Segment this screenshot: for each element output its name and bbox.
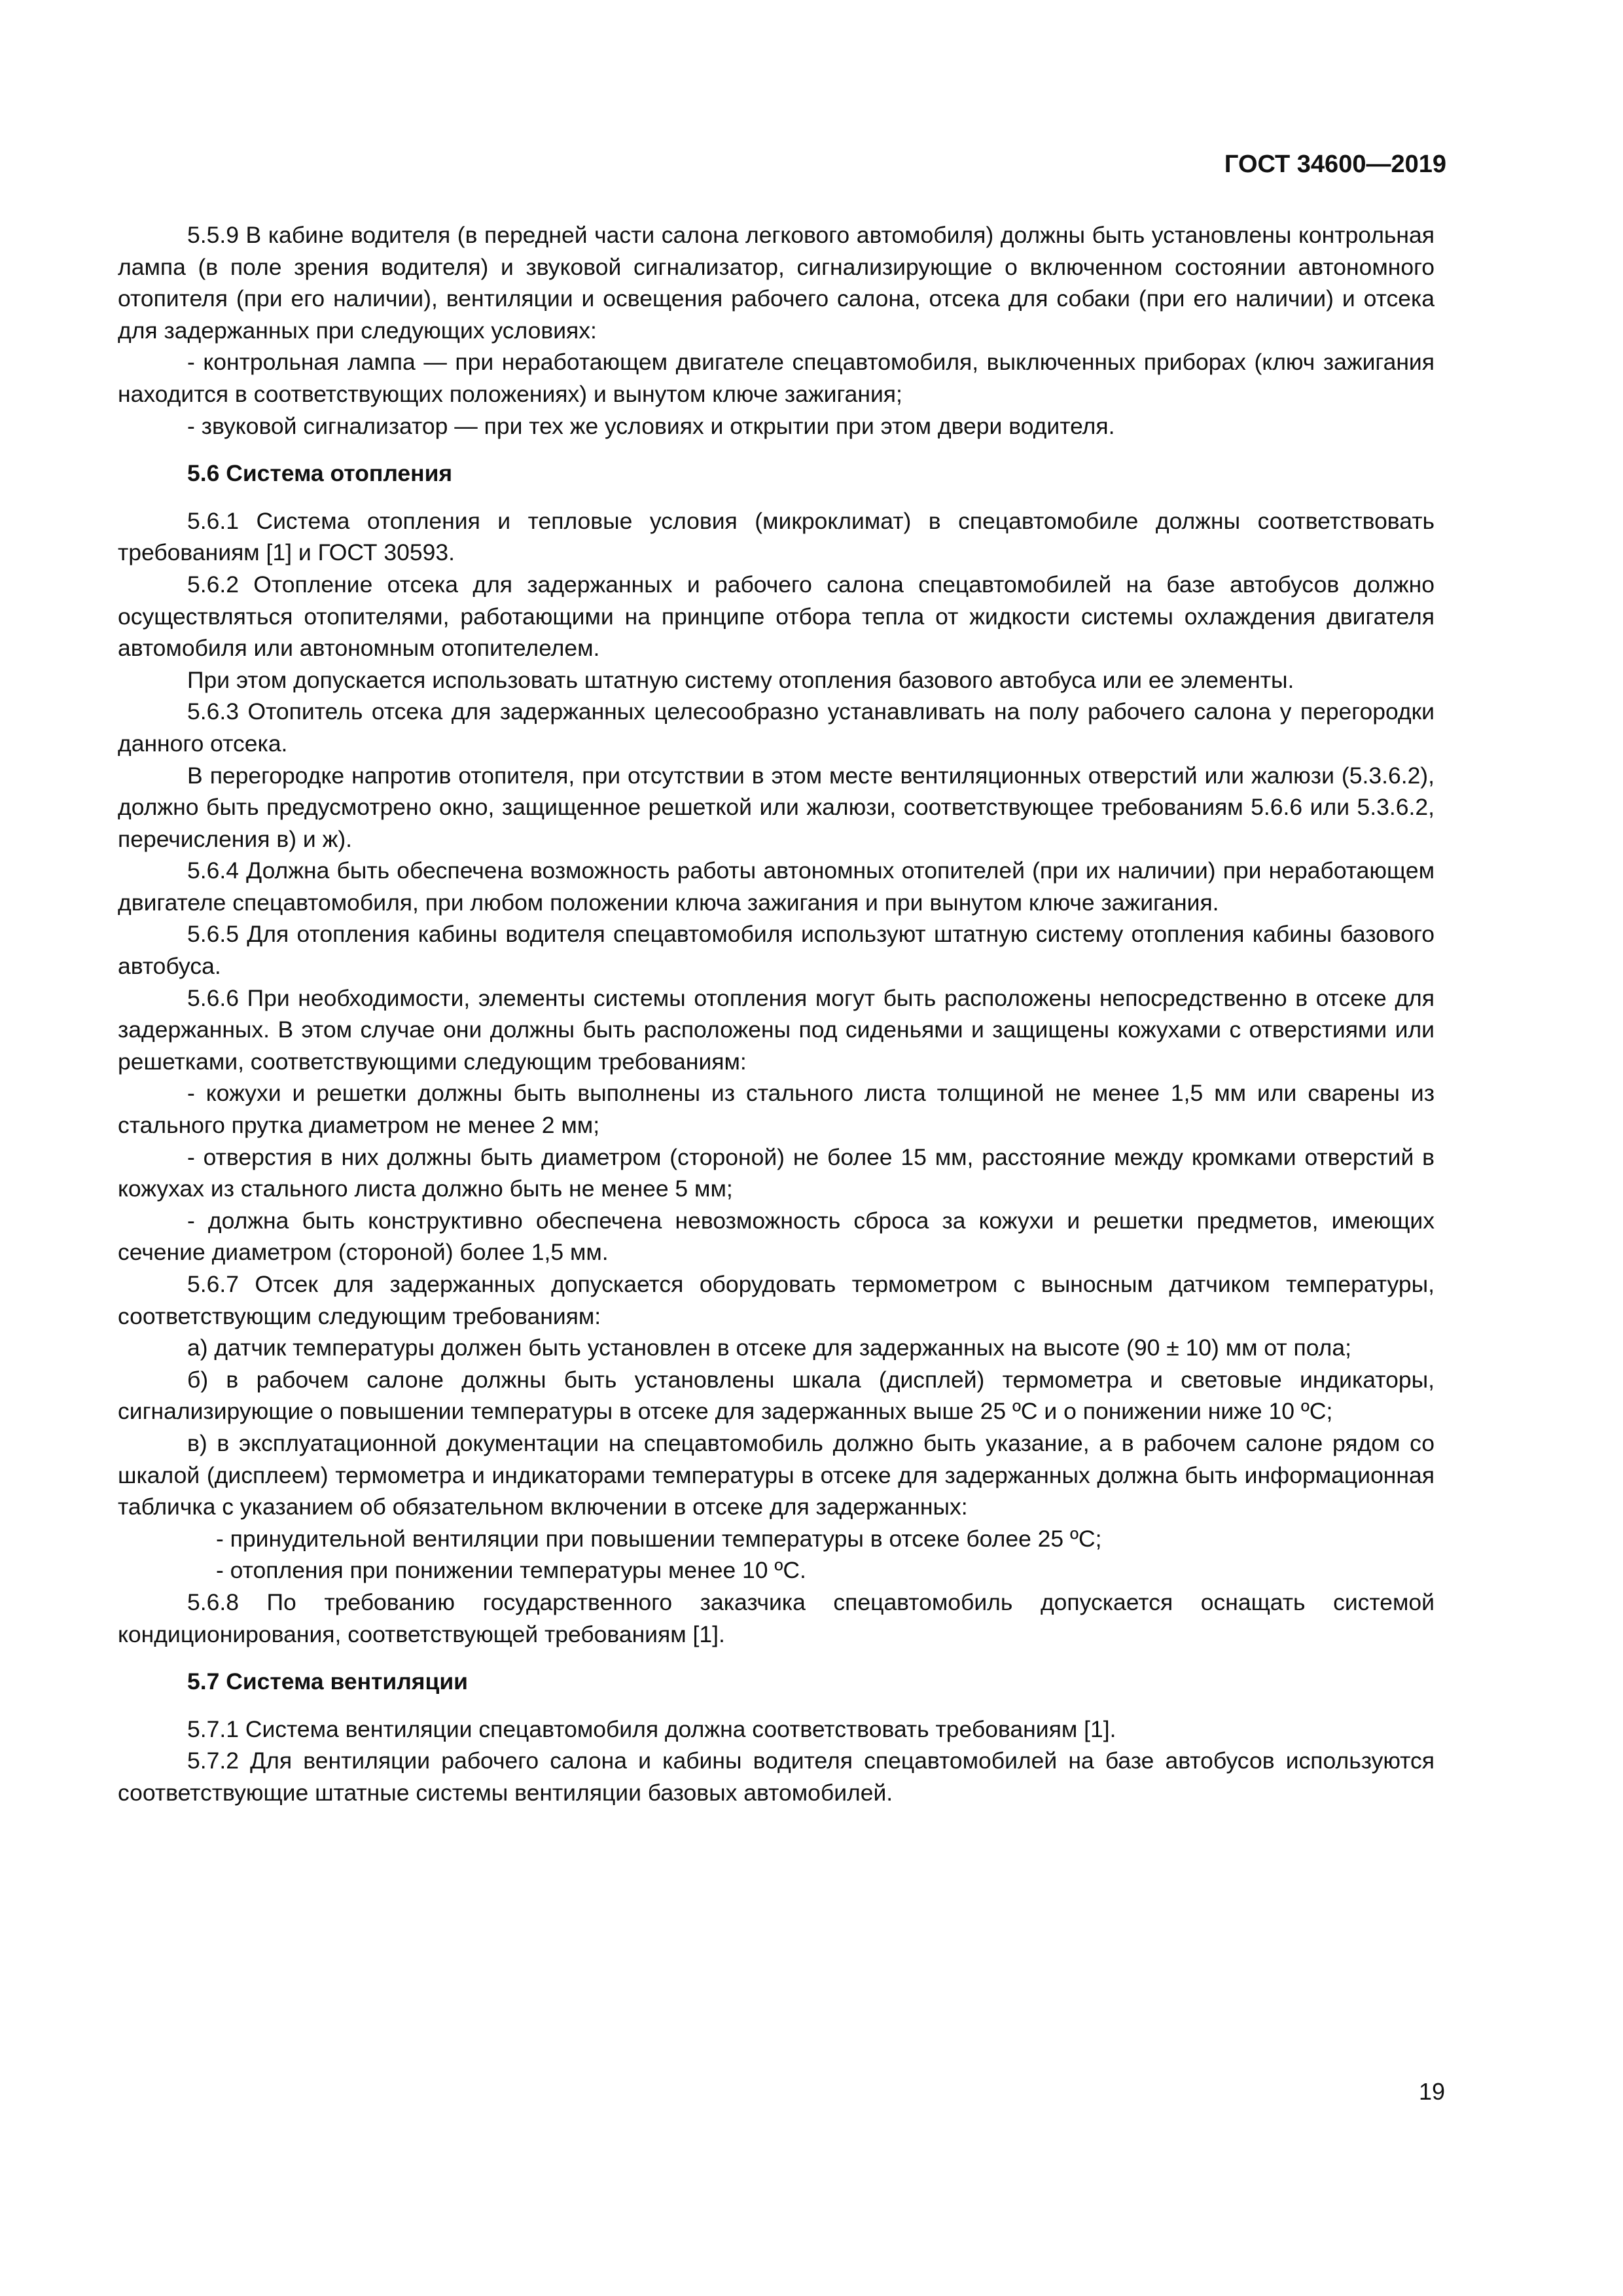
clause-5-5-9-item-signal: - звуковой сигнализатор — при тех же условиях и открытии при этом двери водителя. (187, 412, 1115, 439)
clause-5-6-1: 5.6.1 Система отопления и тепловые условия (микроклимат) в спецавтомобиле должны соответствовать требованиям [1] и ГОСТ 30593. (118, 507, 1435, 566)
clause-5-6-6: 5.6.6 При необходимости, элементы системы отопления могут быть расположены непосредственно в отсеке для задержанных. В этом случае они должны быть расположены под сиденьями и защищены кожухами с отверстиями или решетками, соответствующими следующим требованиям: (118, 984, 1435, 1075)
clause-5-6-6-item-a: - кожухи и решетки должны быть выполнены из стального листа толщиной не менее 1,5 мм или сварены из стального прутка диаметром не менее 2 мм; (118, 1080, 1435, 1139)
section-heading-5-7: 5.7 Система вентиляции (187, 1668, 468, 1695)
clause-5-6-4: 5.6.4 Должна быть обеспечена возможность работы автономных отопителей (при их наличии) при неработающем двигателе спецавтомобиля, при любом положении ключа зажигания и при вынутом ключе зажигания. (118, 857, 1435, 916)
clause-5-7-2: 5.7.2 Для вентиляции рабочего салона и кабины водителя спецавтомобилей на базе автобусов используются соответствующие штатные системы вентиляции базовых автомобилей. (118, 1748, 1435, 1806)
clause-5-7-1: 5.7.1 Система вентиляции спецавтомобиля должна соответствовать требованиям [1]. (187, 1715, 1116, 1742)
clause-5-6-3: 5.6.3 Отопитель отсека для задержанных целесообразно устанавливать на полу рабочего салона у перегородки данного отсека. (118, 698, 1435, 757)
page-number: 19 (1418, 2078, 1445, 2105)
clause-5-6-7-item-b: б) в рабочем салоне должны быть установлены шкала (дисплей) термометра и световые индикаторы, сигнализирующие о повышении температуры в отсеке для задержанных выше 25 ºС и о понижении ниже 10 ºС; (118, 1366, 1435, 1425)
clause-5-6-7-item-a: а) датчик температуры должен быть установлен в отсеке для задержанных на высоте (90 ± 10) мм от пола; (187, 1335, 1352, 1361)
document-body (118, 219, 1435, 1809)
clause-5-6-2: 5.6.2 Отопление отсека для задержанных и рабочего салона спецавтомобилей на базе автобусов должно осуществляться отопителями, работающими на принципе отбора тепла от жидкости системы охлаждения двигателя автомобиля или автономным отопителелем. (118, 571, 1435, 662)
clause-5-6-8: 5.6.8 По требованию государственного заказчика спецавтомобиль допускается оснащать системой кондиционирования, соответствующей требованиям [1]. (118, 1588, 1435, 1647)
clause-5-6-6-item-b: - отверстия в них должны быть диаметром (стороной) не более 15 мм, расстояние между кромками отверстий в кожухах из стального листа должно быть не менее 5 мм; (118, 1143, 1435, 1202)
clause-5-5-9-item-lamp: - контрольная лампа — при неработающем двигателе спецавтомобиля, выключенных приборах (ключ зажигания находится в соответствующих положениях) и вынутом ключе зажигания; (118, 349, 1435, 407)
section-heading-5-6: 5.6 Система отопления (187, 460, 453, 487)
clause-5-6-2-note: При этом допускается использовать штатную систему отопления базового автобуса или ее элементы. (187, 666, 1294, 693)
clause-5-6-7: 5.6.7 Отсек для задержанных допускается оборудовать термометром с выносным датчиком температуры, соответствующим следующим требованиям: (118, 1271, 1435, 1329)
clause-5-5-9: 5.5.9 В кабине водителя (в передней части салона легкового автомобиля) должны быть установлены контрольная лампа (в поле зрения водителя) и звуковой сигнализатор, сигнализирующие о включенном состоянии автономного отопителя (при его наличии), вентиляции и освещения рабочего салона, отсека для собаки (при его наличии) и отсека для задержанных при следующих условиях: (118, 222, 1435, 344)
clause-5-6-7-subitem-heating: - отопления при понижении температуры менее 10 ºС. (216, 1557, 806, 1584)
clause-5-6-7-subitem-ventilation: - принудительной вентиляции при повышении температуры в отсеке более 25 ºС; (216, 1525, 1102, 1552)
clause-5-6-7-item-c: в) в эксплуатационной документации на спецавтомобиль должно быть указание, а в рабочем салоне рядом со шкалой (дисплеем) термометра и индикаторами температуры в отсеке для задержанных должна быть информационная табличка с указанием об обязательном включении в отсеке для задержанных: (118, 1429, 1435, 1520)
document-code-header: ГОСТ 34600—2019 (1224, 151, 1446, 178)
clause-5-6-6-item-c: - должна быть конструктивно обеспечена невозможность сброса за кожухи и решетки предметов, имеющих сечение диаметром (стороной) более 1,5 мм. (118, 1207, 1435, 1266)
clause-5-6-3-note: В перегородке напротив отопителя, при отсутствии в этом месте вентиляционных отверстий или жалюзи (5.3.6.2), должно быть предусмотрено окно, защищенное решеткой или жалюзи, соответствующее требованиям 5.6.6 или 5.3.6.2, перечисления в) и ж). (118, 762, 1435, 852)
clause-5-6-5: 5.6.5 Для отопления кабины водителя спецавтомобиля используют штатную систему отопления кабины базового автобуса. (118, 921, 1435, 980)
